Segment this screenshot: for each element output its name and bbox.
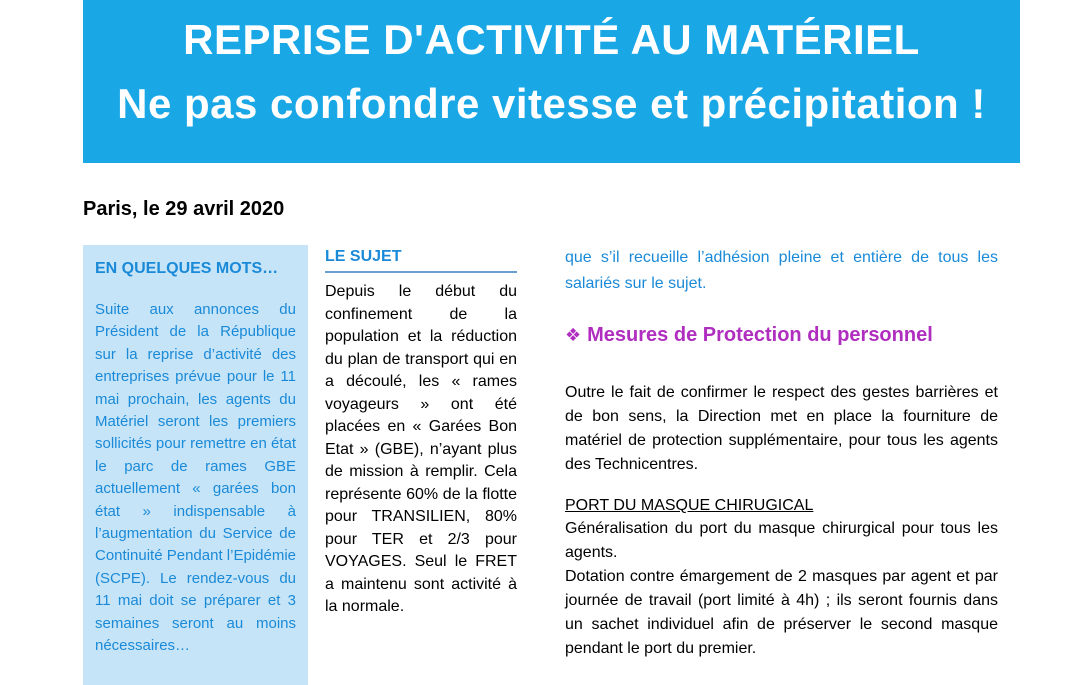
summary-box xyxy=(83,245,308,685)
mask-paragraph-1: Généralisation du port du masque chirurgical pour tous les agents. xyxy=(565,520,998,561)
subject-column xyxy=(325,245,517,619)
summary-box-text: Suite aux annonces du Président de la République sur la reprise d’activité des entreprises prévue pour le 11 mai prochain, les agents du Matériel seront les premiers sollicités pour remettre en état le parc de rames GBE actuellement « garées bon état » indispensable à l’augmentation du Service de Continuité Pendant l’Epidémie (SCPE). Le rendez-vous du 11 mai doit se préparer et 3 semaines seront au moins nécessaires… xyxy=(95,301,296,655)
dateline: Paris, le 29 avril 2020 xyxy=(83,198,285,220)
section-title-text: Mesures de Protection du personnel xyxy=(587,324,933,346)
continued-text: que s’il recueille l’adhésion pleine et entière de tous les salariés sur le sujet. xyxy=(565,249,998,292)
header-banner xyxy=(83,0,1020,163)
title-line-1: REPRISE D'ACTIVITÉ AU MATÉRIEL xyxy=(183,16,920,63)
mask-subheading: PORT DU MASQUE CHIRUGICAL xyxy=(565,497,814,514)
protection-paragraph: Outre le fait de confirmer le respect des gestes barrières et de bon sens, la Direction met en place la fourniture de matériel de protection supplémentaire, pour tous les agents des Technicentres. xyxy=(565,384,998,473)
subject-text: Depuis le début du confinement de la population et la réduction du plan de transport qui en a découlé, les « rames voyageurs » ont été placées en « Garées Bon Etat » (GBE), n’ayant plus de mission à remplir. Cela représente 60% de la flotte pour TRANSILIEN, 80% pour TER et 2/3 pour VOYAGES. Seul le FRET a maintenu sont activité à la normale. xyxy=(325,283,517,615)
summary-box-title: EN QUELQUES MOTS… xyxy=(95,260,279,277)
right-column xyxy=(565,245,998,661)
subject-heading: LE SUJET xyxy=(325,245,517,273)
mask-paragraph-2: Dotation contre émargement de 2 masques par agent et par journée de travail (port limité à 4h) ; ils seront fournis dans un sachet individuel afin de préserver le second masque pendant le port du premier. xyxy=(565,568,998,657)
diamond-bullet-icon: ❖ xyxy=(565,325,582,345)
section-title xyxy=(565,321,998,349)
title-line-2: Ne pas confondre vitesse et précipitation ! xyxy=(117,80,986,127)
